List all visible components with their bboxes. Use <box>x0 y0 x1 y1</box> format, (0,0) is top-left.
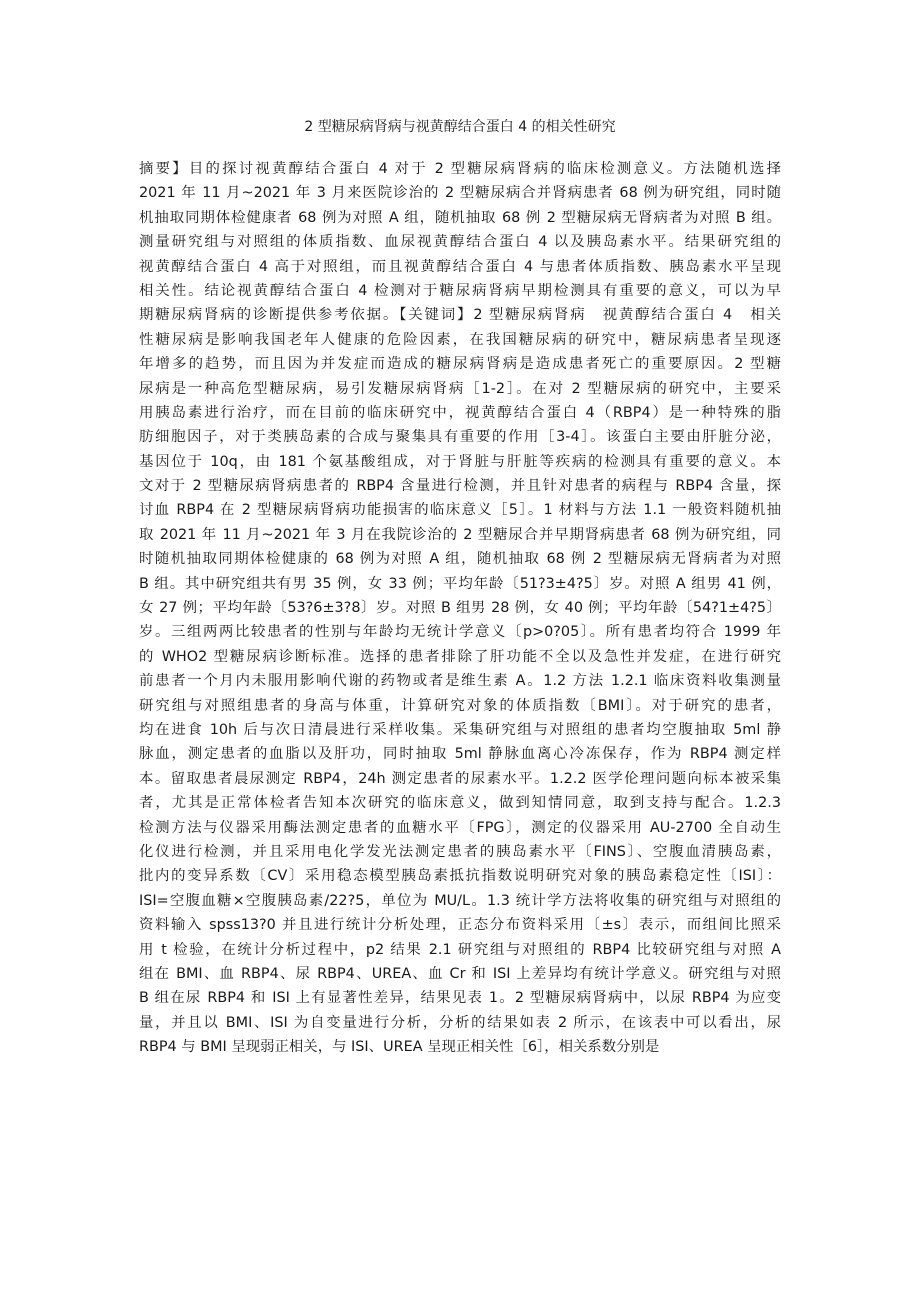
paragraph-line: 量，并且以 BMI、ISI 为自变量进行分析，分析的结果如表 2 所示，在该表中可以看出，尿 <box>139 1014 781 1031</box>
paragraph-line: 肪细胞因子，对于类胰岛素的合成与聚集具有重要的作用［3-4］。该蛋白主要由肝脏分泌， <box>139 429 781 446</box>
paragraph-line: 批内的变异系数〔CV〕采用稳态模型胰岛素抵抗指数说明研究对象的胰岛素稳定性〔ISI〕： <box>139 868 781 885</box>
paragraph-line: 2021 年 11 月~2021 年 3 月来医院诊治的 2 型糖尿病合并肾病患者 68 例为研究组，同时随 <box>139 185 781 202</box>
paragraph-line: 年增多的趋势，而且因为并发症而造成的糖尿病肾病是造成患者死亡的重要原因。2 型糖 <box>139 356 781 373</box>
paragraph-line: B 组在尿 RBP4 和 ISI 上有显著性差异，结果见表 1。2 型糖尿病肾病中，以尿 RBP4 为应变 <box>139 990 781 1007</box>
paragraph-line: 用胰岛素进行治疗，而在目前的临床研究中，视黄醇结合蛋白 4（RBP4）是一种特殊的脂 <box>139 404 781 421</box>
paragraph-line: 前患者一个月内未服用影响代谢的药物或者是维生素 A。1.2 方法 1.2.1 临床资料收集测量 <box>139 673 781 690</box>
paragraph-line: 化仪进行检测，并且采用电化学发光法测定患者的胰岛素水平〔FINS〕、空腹血清胰岛素， <box>139 843 781 860</box>
paragraph-line: RBP4 与 BMI 呈现弱正相关，与 ISI、UREA 呈现正相关性［6］，相关系数分别是 <box>139 1039 660 1056</box>
paragraph-line: 摘要】目的探讨视黄醇结合蛋白 4 对于 2 型糖尿病肾病的临床检测意义。方法随机选择 <box>139 161 781 177</box>
paragraph-line: 均在进食 10h 后与次日清晨进行采样收集。采集研究组与对照组的患者均空腹抽取 5ml 静 <box>139 721 781 738</box>
paragraph-line: 时随机抽取同期体检健康的 68 例为对照 A 组，随机抽取 68 例 2 型糖尿病无肾病者为对照 <box>139 551 781 568</box>
paragraph-line: 基因位于 10q，由 181 个氨基酸组成，对于肾脏与肝脏等疾病的检测具有重要的意义。本 <box>139 453 781 470</box>
paragraph-line: 检测方法与仪器采用酶法测定患者的血糖水平〔FPG〕，测定的仪器采用 AU-2700 全自动生 <box>139 819 781 836</box>
paragraph-line: 文对于 2 型糖尿病肾病患者的 RBP4 含量进行检测，并且针对患者的病程与 RBP4 含量，探 <box>139 478 781 495</box>
paragraph-line: 性糖尿病是影响我国老年人健康的危险因素，在我国糖尿病的研究中，糖尿病患者呈现逐 <box>139 331 781 348</box>
paragraph-line: ISI=空腹血糖×空腹胰岛素/22?5，单位为 MU/L。1.3 统计学方法将收集的研究组与对照组的 <box>139 892 781 909</box>
paragraph-line: 的 WHO2 型糖尿病诊断标准。选择的患者排除了肝功能不全以及急性并发症，在进行研究 <box>139 648 781 665</box>
paragraph-line: 机抽取同期体检健康者 68 例为对照 A 组，随机抽取 68 例 2 型糖尿病无肾病者为对照 B 组。 <box>139 209 781 226</box>
paragraph-line: 岁。三组两两比较患者的性别与年龄均无统计学意义〔p>0?05〕。所有患者均符合 1999 年 <box>139 624 781 641</box>
paragraph-line: 资料输入 spss13?0 并且进行统计分析处理，正态分布资料采用〔±s〕表示，而组间比照采 <box>139 917 781 934</box>
paragraph-line: 研究组与对照组患者的身高与体重，计算研究对象的体质指数〔BMI〕。对于研究的患者， <box>139 697 781 714</box>
paragraph-line: 脉血，测定患者的血脂以及肝功，同时抽取 5ml 静脉血离心冷冻保存，作为 RBP4 测定样 <box>139 746 781 763</box>
paragraph-line: 用 t 检验，在统计分析过程中，p2 结果 2.1 研究组与对照组的 RBP4 比较研究组与对照 A <box>139 941 781 958</box>
paragraph-line: 本。留取患者晨尿测定 RBP4，24h 测定患者的尿素水平。1.2.2 医学伦理问题向标本被采集 <box>139 770 781 787</box>
document-title: 2 型糖尿病肾病与视黄醇结合蛋白 4 的相关性研究 <box>304 119 616 135</box>
paragraph-line: B 组。其中研究组共有男 35 例，女 33 例；平均年龄〔51?3±4?5〕岁。对照 A 组男 41 例， <box>139 575 781 592</box>
paragraph-line: 组在 BMI、血 RBP4、尿 RBP4、UREA、血 Cr 和 ISI 上差异均有统计学意义。研究组与对照 <box>139 965 781 982</box>
paragraph-line: 测量研究组与对照组的体质指数、血尿视黄醇结合蛋白 4 以及胰岛素水平。结果研究组的 <box>139 234 781 251</box>
paragraph-line: 取 2021 年 11 月~2021 年 3 月在我院诊治的 2 型糖尿合并早期肾病患者 68 例为研究组，同 <box>139 526 781 543</box>
document-body <box>139 157 781 1059</box>
paragraph-line: 讨血 RBP4 在 2 型糖尿病肾病功能损害的临床意义［5］。1 材料与方法 1.1 一般资料随机抽 <box>139 502 781 519</box>
paragraph-line: 相关性。结论视黄醇结合蛋白 4 检测对于糖尿病肾病早期检测具有重要的意义，可以为早 <box>139 282 781 299</box>
paragraph-line: 期糖尿病肾病的诊断提供参考依据。【关键词】2 型糖尿病肾病 视黄醇结合蛋白 4 相关 <box>139 307 781 324</box>
paragraph-line: 者，尤其是正常体检者告知本次研究的临床意义，做到知情同意，取到支持与配合。1.2.3 <box>139 795 781 812</box>
paragraph-line: 视黄醇结合蛋白 4 高于对照组，而且视黄醇结合蛋白 4 与患者体质指数、胰岛素水平呈现 <box>139 258 781 275</box>
paragraph-line: 女 27 例；平均年龄〔53?6±3?8〕岁。对照 B 组男 28 例，女 40 例；平均年龄〔54?1±4?5〕 <box>139 600 781 617</box>
paragraph-line: 尿病是一种高危型糖尿病，易引发糖尿病肾病［1-2］。在对 2 型糖尿病的研究中，主要采 <box>139 380 781 397</box>
